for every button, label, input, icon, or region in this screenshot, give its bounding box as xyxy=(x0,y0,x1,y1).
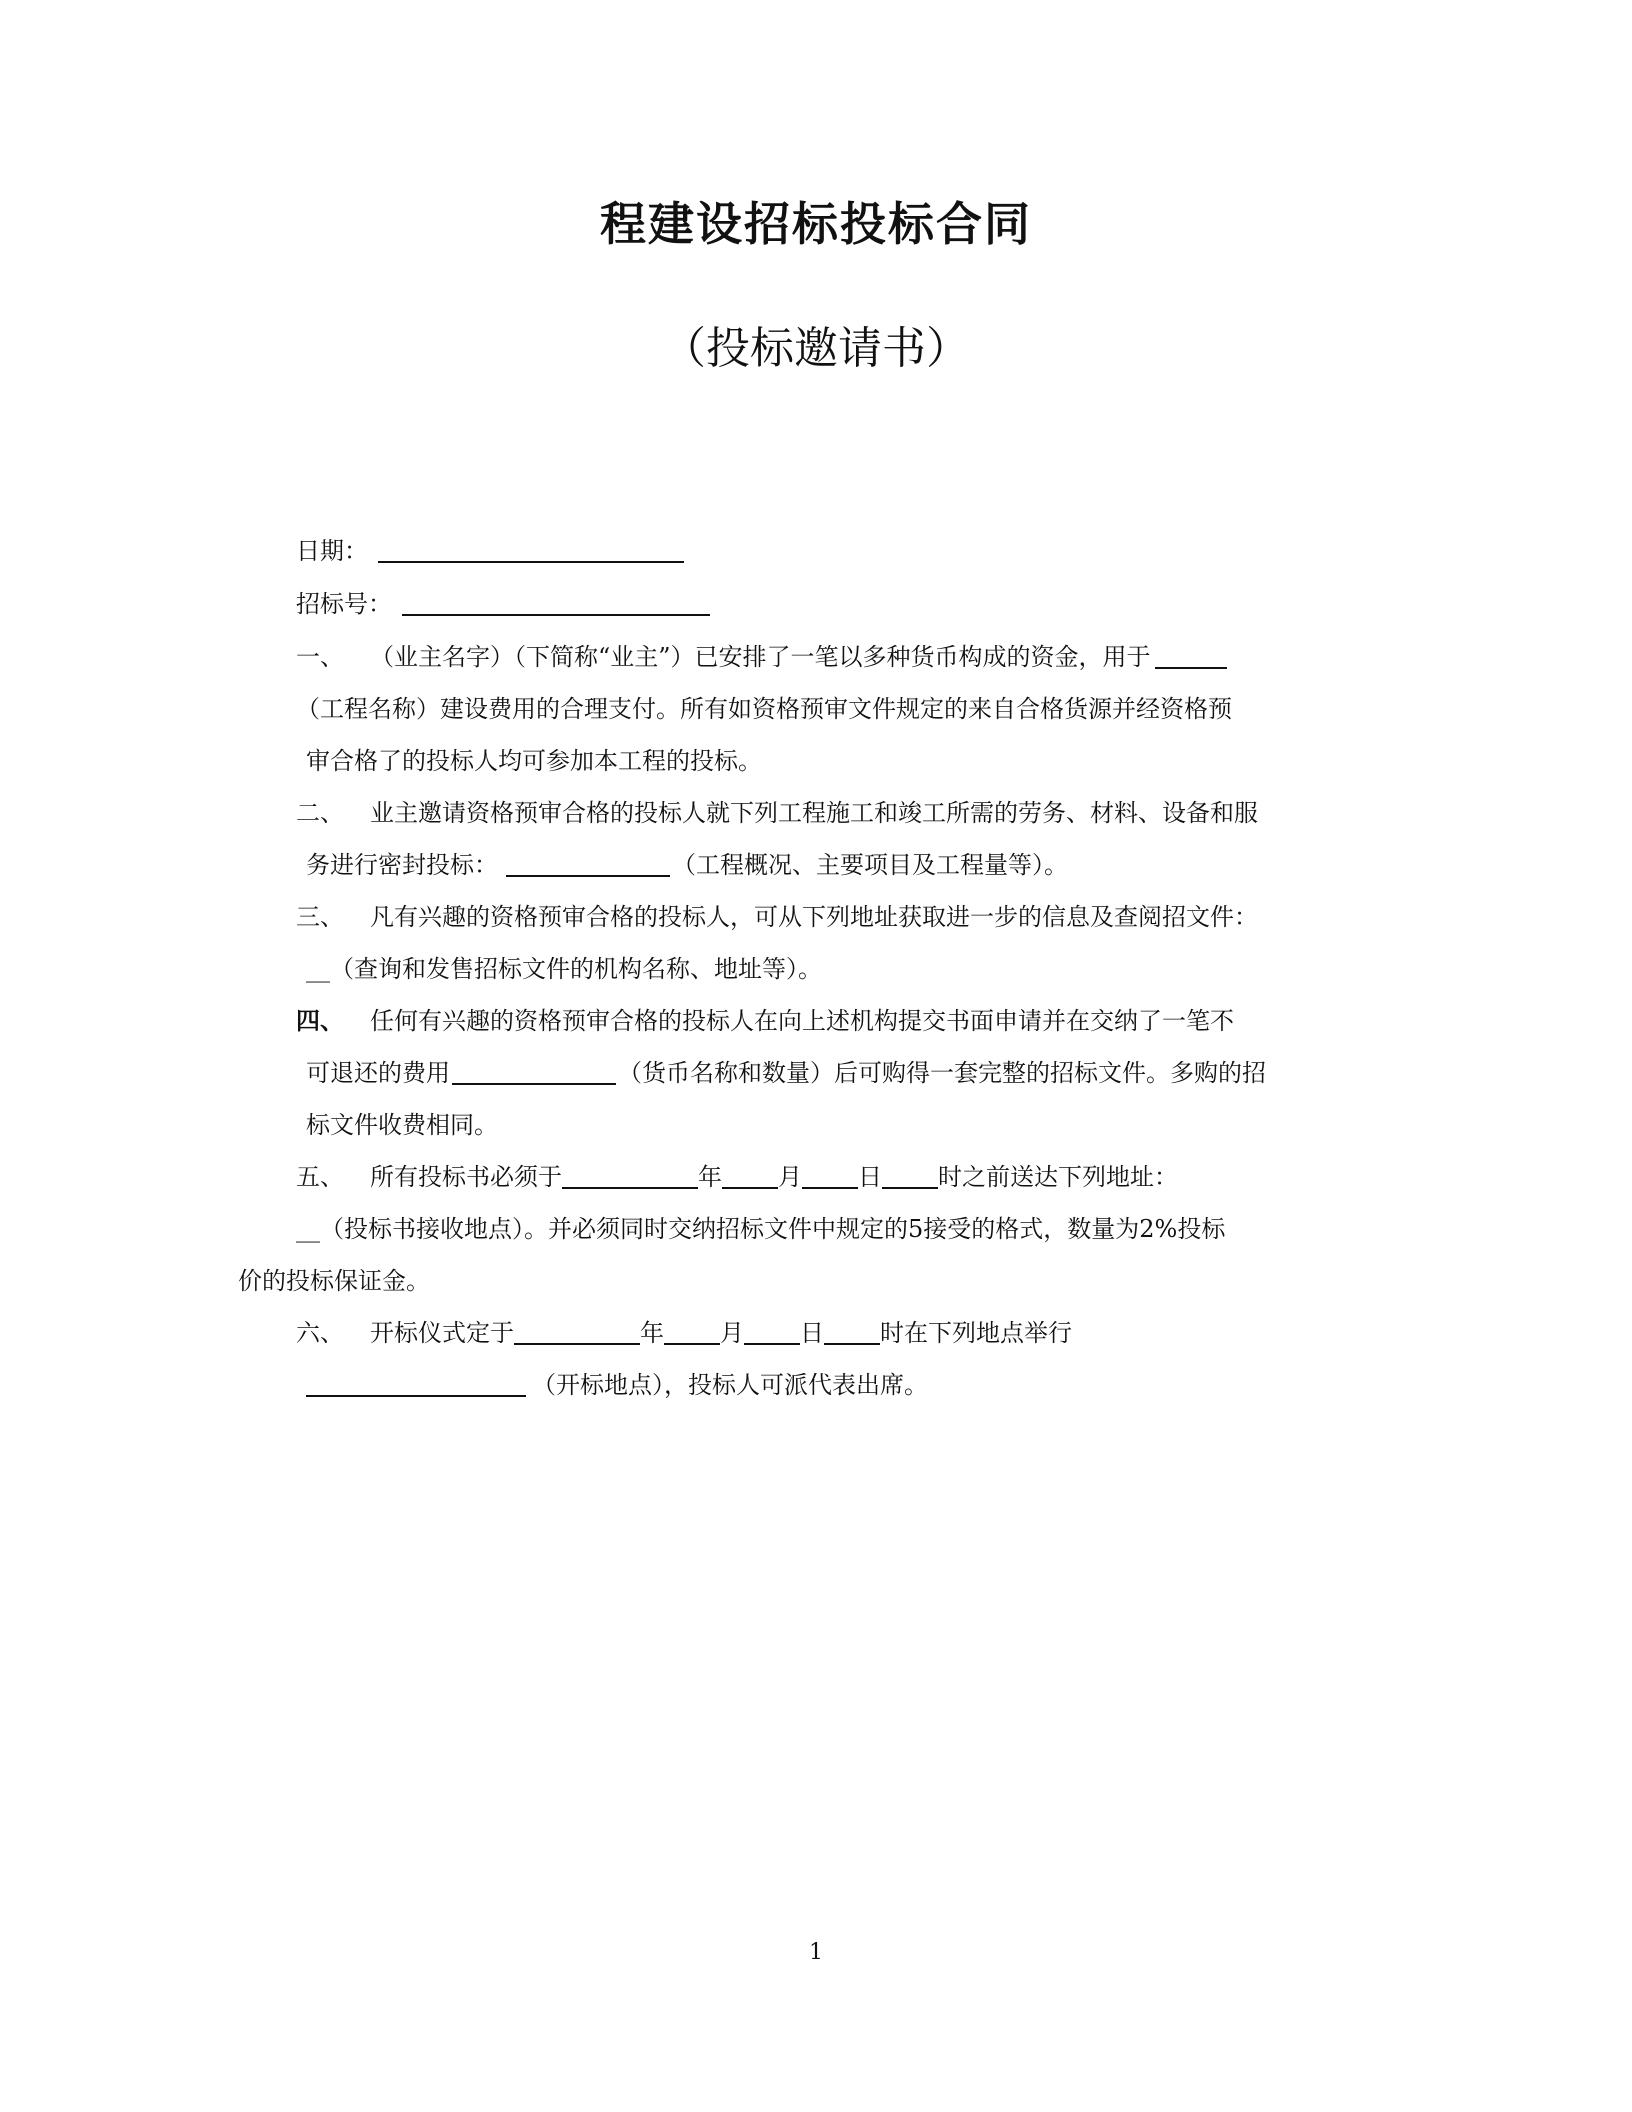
item-3-underscore: __ xyxy=(306,955,330,983)
item-5-text-1b: 时之前送达下列地址： xyxy=(938,1163,1178,1191)
item-2-line-2 xyxy=(306,848,1068,882)
item-4-number: 四、 xyxy=(296,1006,344,1035)
item-6-year-label: 年 xyxy=(640,1319,664,1347)
item-5-line-2 xyxy=(296,1212,1225,1246)
item-6-location-blank xyxy=(306,1369,526,1397)
item-6-number: 六、 xyxy=(296,1319,344,1347)
item-5-text-1a: 所有投标书必须于 xyxy=(370,1163,562,1191)
item-1-line-1 xyxy=(296,640,1227,674)
item-5-number: 五、 xyxy=(296,1163,344,1191)
item-3-line-2 xyxy=(306,952,822,986)
item-6-hour-blank xyxy=(824,1317,880,1345)
item-5-hour-blank xyxy=(882,1161,938,1189)
item-5-day-blank xyxy=(802,1161,858,1189)
item-5-year-blank xyxy=(562,1161,698,1189)
item-6-text-1a: 开标仪式定于 xyxy=(370,1319,514,1347)
item-4-line-2 xyxy=(306,1056,1266,1090)
item-4-text-2b: （货币名称和数量）后可购得一套完整的招标文件。多购的招 xyxy=(618,1059,1266,1087)
date-label: 日期： xyxy=(296,537,368,565)
date-row xyxy=(296,534,684,568)
date-blank xyxy=(378,535,684,563)
item-5-line-3: 价的投标保证金。 xyxy=(238,1267,430,1295)
item-1-blank xyxy=(1155,641,1227,669)
item-4-line-1 xyxy=(296,1004,1234,1038)
item-1-line-3: 审合格了的投标人均可参加本工程的投标。 xyxy=(306,747,762,775)
item-3-line-1 xyxy=(296,900,1258,934)
item-6-month-label: 月 xyxy=(720,1319,744,1347)
item-5-month-label: 月 xyxy=(778,1163,802,1191)
item-3-text-2: （查询和发售招标文件的机构名称、地址等）。 xyxy=(330,955,822,983)
item-1-number: 一、 xyxy=(296,643,344,671)
item-6-text-2: （开标地点），投标人可派代表出席。 xyxy=(532,1371,928,1399)
item-6-day-label: 日 xyxy=(800,1319,824,1347)
item-2-line-1 xyxy=(296,796,1258,830)
item-2-blank xyxy=(506,849,670,877)
item-6-year-blank xyxy=(514,1317,640,1345)
document-subtitle: （投标邀请书） xyxy=(662,323,970,374)
item-5-year-label: 年 xyxy=(698,1163,722,1191)
item-6-line-2 xyxy=(306,1368,928,1402)
item-6-line-1 xyxy=(296,1316,1072,1350)
page-number: 1 xyxy=(809,1940,823,1965)
item-4-blank xyxy=(452,1057,616,1085)
item-5-day-label: 日 xyxy=(858,1163,882,1191)
bid-number-label: 招标号： xyxy=(296,590,392,618)
item-1-text-1: （业主名字）（下简称“业主”）已安排了一笔以多种货币构成的资金，用于 xyxy=(370,643,1151,671)
document-title: 程建设招标投标合同 xyxy=(600,197,1032,251)
item-3-number: 三、 xyxy=(296,903,344,931)
bid-number-blank xyxy=(402,588,710,616)
item-6-text-1b: 时在下列地点举行 xyxy=(880,1319,1072,1347)
item-6-day-blank xyxy=(744,1317,800,1345)
item-2-number: 二、 xyxy=(296,799,344,827)
item-6-month-blank xyxy=(664,1317,720,1345)
item-4-text-2a: 可退还的费用 xyxy=(306,1059,450,1087)
item-2-text-2a: 务进行密封投标： xyxy=(306,851,498,879)
item-5-line-1 xyxy=(296,1160,1178,1194)
item-4-line-3: 标文件收费相同。 xyxy=(306,1111,498,1139)
item-1-line-2: （工程名称）建设费用的合理支付。所有如资格预审文件规定的来自合格货源并经资格预 xyxy=(296,695,1232,723)
bid-number-row xyxy=(296,587,710,621)
item-5-month-blank xyxy=(722,1161,778,1189)
item-5-underscore: __ xyxy=(296,1215,320,1243)
item-3-text-1: 凡有兴趣的资格预审合格的投标人，可从下列地址获取进一步的信息及查阅招文件： xyxy=(370,903,1258,931)
item-2-text-1: 业主邀请资格预审合格的投标人就下列工程施工和竣工所需的劳务、材料、设备和服 xyxy=(370,799,1258,827)
item-4-text-1: 任何有兴趣的资格预审合格的投标人在向上述机构提交书面申请并在交纳了一笔不 xyxy=(370,1007,1234,1035)
item-2-text-2b: （工程概况、主要项目及工程量等）。 xyxy=(672,851,1068,879)
item-5-text-2: （投标书接收地点）。并必须同时交纳招标文件中规定的5接受的格式，数量为2%投标 xyxy=(320,1215,1226,1243)
